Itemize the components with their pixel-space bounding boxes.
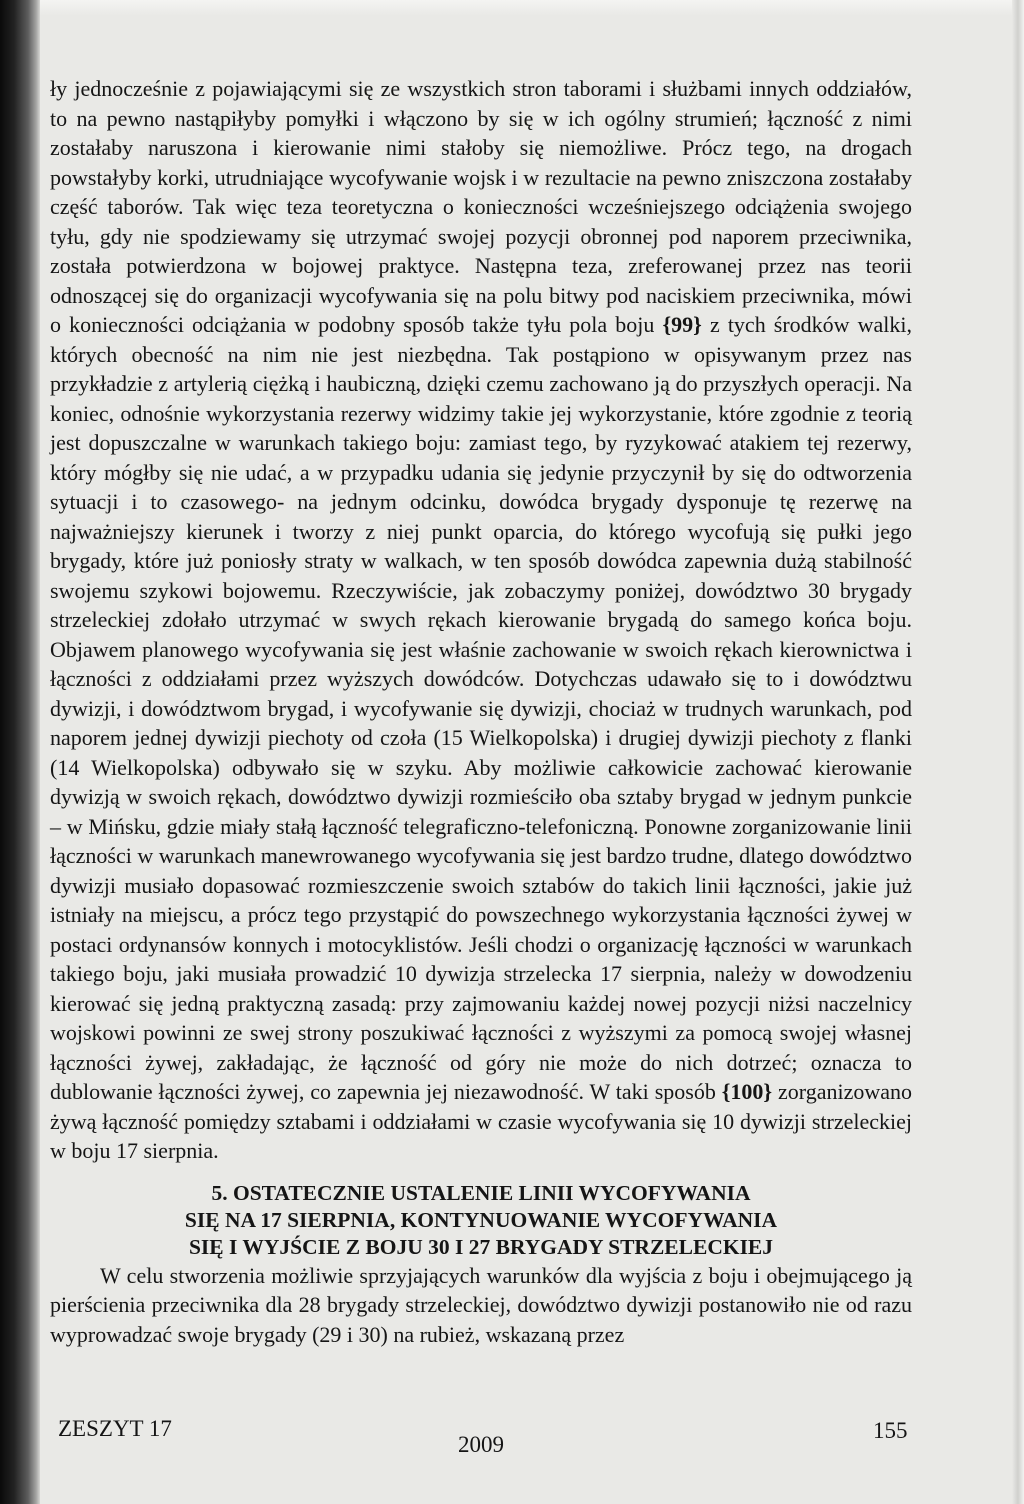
section-heading-line-2: SIĘ NA 17 SIERPNIA, KONTYNUOWANIE WYCOFYWANIA [184,1207,778,1232]
footer-year: 2009 [458,1432,504,1457]
page-number: 155 [873,1418,908,1443]
page-right-edge [1012,0,1024,1504]
page-top-edge [40,0,1024,16]
page-body [50,74,912,1349]
section-heading-line-1: 5. OSTATECZNIE USTALENIE LINII WYCOFYWANIA [211,1180,751,1205]
paragraph-text-1c: zorganizowano żywą łączność pomiędzy sztabami i oddziałami w czasie wycofywania się 10 dywizji strzeleckiej w boju 17 sierpnia. [50,1079,913,1163]
section-heading [50,1180,912,1261]
book-spine-shadow [0,0,40,1504]
paragraph-text-1: ły jednocześnie z pojawiającymi się ze wszystkich stron taborami i służbami innych oddziałów, to na pewno nastąpiłyby pomyłki i włączono by się w ich ogólny strumień; łączność z nimi zostałaby naruszona i kierowanie nimi stałoby się niemożliwe. Prócz tego, na drogach powstałyby korki, utrudniające wycofywanie wojsk i w rezultacie na pewno zniszczona zostałaby część taborów. Tak więc teza teoretyczna o konieczności wcześniejszego odciążenia swojego tyłu, gdy nie spodziewamy się utrzymać swojej pozycji obronnej pod naporem przeciwnika, została potwierdzona w bojowej praktyce. Następna teza, zreferowanej przez nas teorii odnoszącej się do organizacji wycofywania się na polu bitwy pod naciskiem przeciwnika, mówi o konieczności odciążania w podobny sposób także tyłu pola boju [50,76,912,337]
second-paragraph: W celu stworzenia możliwie sprzyjających warunków dla wyjścia z boju i obejmującego ją pierścienia przeciwnika dla 28 brygady strzeleckiej, dowództwo dywizji postanowiło nie od razu wyprowadzać swoje brygady (29 i 30) na rubież, wskazaną przez [50,1262,912,1347]
footer-journal-issue: ZESZYT 17 [58,1416,172,1441]
paragraph-text-1b: z tych środków walki, których obecność na nim nie jest niezbędna. Tak postąpiono w opisywanym przez nas przykładzie z artylerią ciężką i haubiczną, dzięki czemu zachowano ją do przyszłych operacji. Na koniec, odnośnie wykorzystania rezerwy widzimy takie jej wykorzystanie, które zgodnie z teorią jest dopuszczalne w warunkach takiego boju: zamiast tego, by ryzykować atakiem tej rezerwy, który mógłby się nie udać, a w przypadku udania się jedynie przyczynił by się do odtworzenia sytuacji i to czasowego- na jednym odcinku, dowódca brygady dysponuje tę rezerwę na najważniejszy kierunek i tworzy z niej punkt oparcia, do którego wycofują się pułki jego brygady, które już poniosły straty w walkach, w ten sposób dowódca zapewnia dużą stabilność swojemu szykowi bojowemu. Rzeczywiście, jak zobaczymy poniżej, dowództwo 30 brygady strzeleckiej zdołało utrzymać w swych rękach kierowanie brygadą do samego końca boju. Objawem planowego wycofywania się jest właśnie zachowanie w swoich rękach kierownictwa i łączności z oddziałami przez wyższych dowódców. Dotychczas udawało się to i dowództwu dywizji, i dowództwom brygad, i wycofywanie się dywizji, chociaż w trudnych warunkach, pod naporem jednej dywizji piechoty od czoła (15 Wielkopolska) i drugiej dywizji piechoty z flanki (14 Wielkopolska) odbywało się w szyku. Aby możliwie całkowicie zachować kierowanie dywizją w swoich rękach, dowództwo dywizji rozmieściło oba sztaby brygad w jednym punkcie – w Mińsku, gdzie miały stałą łączność telegraficzno-telefoniczną. Ponowne zorganizowanie linii łączności w warunkach manewrowanego wycofywania się jest bardzo trudne, dlatego dowództwo dywizji musiało dopasować rozmieszczenie swoich sztabów do takich linii łączności, jakie już istniały na miejscu, a prócz tego przystąpić do powszechnego wykorzystania łączności żywej w postaci ordynansów konnych i motocyklistów. Jeśli chodzi o organizację łączności w warunkach takiego boju, jaki musiała prowadzić 10 dywizja strzelecka 17 sierpnia, należy w dowodzeniu kierować się jedną praktyczną zasadą: przy zajmowaniu każdej nowej pozycji niżsi naczelnicy wojskowi powinni ze swej strony poszukiwać łączności z wyższymi za pomocą swojej własnej łączności żywej, zakładając, że łączność od góry nie może do nich dotrzeć; oznacza to dublowanie łączności żywej, co zapewnia jej niezawodność. W taki sposób [50,312,913,1104]
main-paragraph [50,74,912,1166]
source-reference-100: {100} [721,1079,773,1104]
source-reference-99: {99} [662,312,702,337]
section-heading-line-3: SIĘ I WYJŚCIE Z BOJU 30 I 27 BRYGADY STRZELECKIEJ [188,1234,774,1259]
